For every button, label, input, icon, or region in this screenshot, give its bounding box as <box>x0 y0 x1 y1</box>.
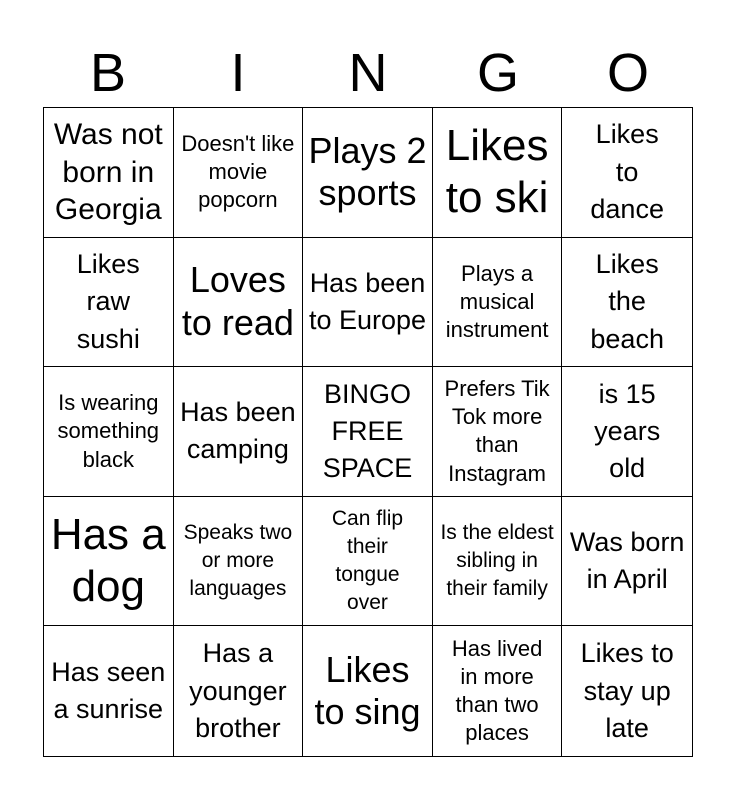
cell-text: Likes to ski <box>445 121 549 223</box>
cell-text: Likes to dance <box>590 119 664 224</box>
cell-text: Doesn't like movie popcorn <box>181 131 295 213</box>
bingo-cell[interactable] <box>303 497 433 627</box>
bingo-cell[interactable] <box>562 108 692 238</box>
cell-text: Has lived in more than two places <box>451 635 543 746</box>
cell-text: Was born in April <box>569 526 685 595</box>
cell-text: BINGO FREE SPACE <box>322 378 413 484</box>
cell-text: Prefers Tik Tok more than Instagram <box>444 376 550 486</box>
cell-text: Likes to sing <box>314 648 421 733</box>
cell-text: is 15 years old <box>594 378 661 484</box>
bingo-grid <box>43 107 693 757</box>
bingo-cell[interactable] <box>44 108 174 238</box>
cell-text: Has been camping <box>180 397 296 465</box>
bingo-cell[interactable] <box>303 238 433 368</box>
cell-text: Loves to read <box>181 259 294 343</box>
bingo-cell[interactable] <box>174 626 304 756</box>
bingo-cell[interactable] <box>303 108 433 238</box>
cell-text: Likes the beach <box>590 249 664 354</box>
free-space-cell[interactable] <box>303 367 433 497</box>
bingo-cell[interactable] <box>433 238 563 368</box>
bingo-cell[interactable] <box>433 108 563 238</box>
cell-text: Plays 2 sports <box>308 129 427 214</box>
bingo-cell[interactable] <box>174 108 304 238</box>
cell-text: Is the eldest sibling in their family <box>440 521 554 601</box>
cell-text: Is wearing something black <box>57 390 160 472</box>
bingo-header <box>43 40 693 106</box>
bingo-cell[interactable] <box>303 626 433 756</box>
bingo-cell[interactable] <box>433 367 563 497</box>
header-letter-n: N <box>348 43 388 103</box>
bingo-cell[interactable] <box>44 367 174 497</box>
cell-text: Has a dog <box>50 510 166 612</box>
bingo-cell[interactable] <box>44 497 174 627</box>
cell-text: Likes raw sushi <box>76 249 140 354</box>
cell-text: Was not born in Georgia <box>53 118 163 227</box>
bingo-cell[interactable] <box>174 497 304 627</box>
bingo-cell[interactable] <box>44 238 174 368</box>
bingo-cell[interactable] <box>44 626 174 756</box>
cell-text: Speaks two or more languages <box>183 521 293 601</box>
cell-text: Has seen a sunrise <box>51 656 166 725</box>
bingo-cell[interactable] <box>433 497 563 627</box>
bingo-cell[interactable] <box>174 238 304 368</box>
bingo-cell[interactable] <box>433 626 563 756</box>
cell-text: Likes to stay up late <box>580 638 674 743</box>
bingo-cell[interactable] <box>562 626 692 756</box>
bingo-cell[interactable] <box>562 497 692 627</box>
cell-text: Has a younger brother <box>189 638 287 743</box>
cell-text: Can flip their tongue over <box>331 507 404 615</box>
bingo-cell[interactable] <box>174 367 304 497</box>
bingo-cell[interactable] <box>562 238 692 368</box>
bingo-cell[interactable] <box>562 367 692 497</box>
header-letter-g: G <box>476 43 519 103</box>
header-letter-o: O <box>606 43 649 103</box>
header-letter-i: I <box>230 43 246 103</box>
header-letter-b: B <box>89 43 127 103</box>
cell-text: Has been to Europe <box>308 267 427 335</box>
cell-text: Plays a musical instrument <box>445 260 549 342</box>
